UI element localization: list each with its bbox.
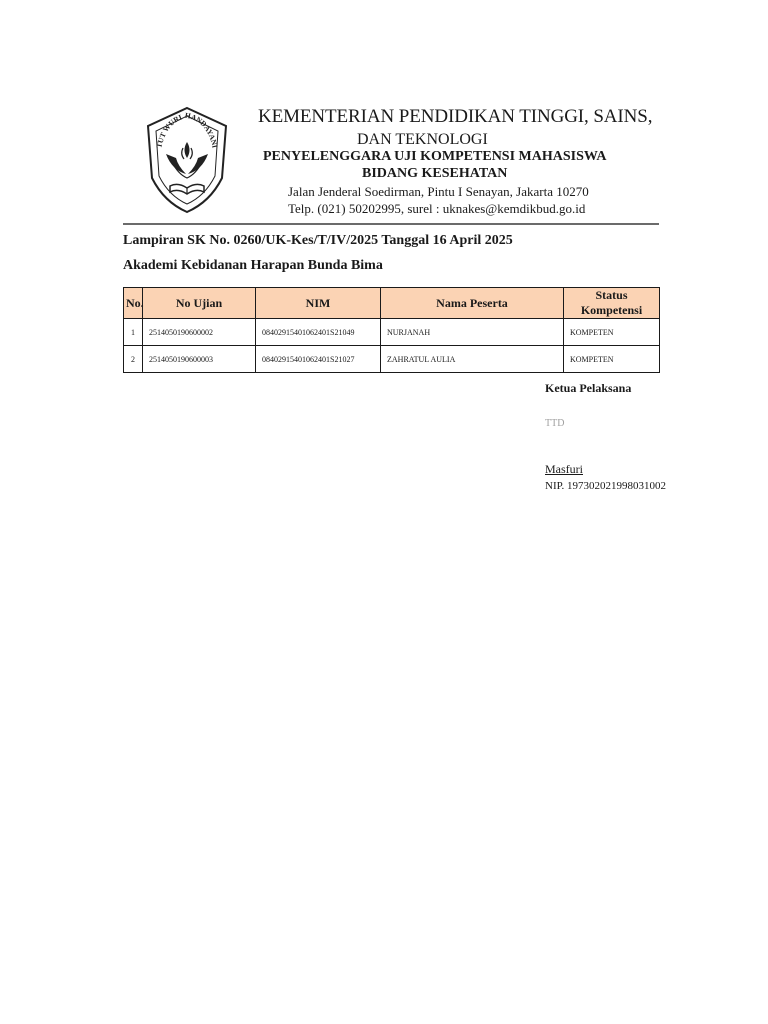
svg-text:TUT WURI HANDAYANI: TUT WURI HANDAYANI <box>154 110 220 149</box>
column-header-no-ujian: No Ujian <box>143 288 256 319</box>
address: Jalan Jenderal Soedirman, Pintu I Senayan, Jakarta 10270 <box>288 184 589 199</box>
cell-nama-peserta: NURJANAH <box>381 319 564 346</box>
cell-nim: 08402915401062401S21027 <box>256 346 381 373</box>
results-table <box>123 287 660 373</box>
institution-name: Akademi Kebidanan Harapan Bunda Bima <box>123 258 383 273</box>
signature-placeholder: TTD <box>545 418 565 429</box>
signatory-name: Masfuri <box>545 462 583 476</box>
table-row <box>124 346 660 373</box>
cell-no: 2 <box>124 346 143 373</box>
signatory-title: Ketua Pelaksana <box>545 381 632 395</box>
column-header-no: No. <box>124 288 143 319</box>
cell-status-kompetensi: KOMPETEN <box>564 346 660 373</box>
column-header-nim: NIM <box>256 288 381 319</box>
tut-wuri-handayani-logo <box>142 104 232 216</box>
ministry-name-line-2: DAN TEKNOLOGI <box>357 131 488 148</box>
contact-info: Telp. (021) 50202995, surel : uknakes@kemdikbud.go.id <box>288 201 586 216</box>
cell-status-kompetensi: KOMPETEN <box>564 319 660 346</box>
cell-nama-peserta: ZAHRATUL AULIA <box>381 346 564 373</box>
cell-no-ujian: 2514050190600002 <box>143 319 256 346</box>
column-header-nama-peserta: Nama Peserta <box>381 288 564 319</box>
cell-no-ujian: 2514050190600003 <box>143 346 256 373</box>
table-header-row <box>124 288 660 319</box>
attachment-reference: Lampiran SK No. 0260/UK-Kes/T/IV/2025 Tanggal 16 April 2025 <box>123 233 513 248</box>
header-divider <box>123 223 659 225</box>
field-name: BIDANG KESEHATAN <box>362 166 508 181</box>
ministry-name: KEMENTERIAN PENDIDIKAN TINGGI, SAINS, <box>258 106 653 127</box>
column-header-status-kompetensi: Status Kompetensi <box>564 288 660 319</box>
signatory-nip: NIP. 197302021998031002 <box>545 480 667 492</box>
cell-no: 1 <box>124 319 143 346</box>
cell-nim: 08402915401062401S21049 <box>256 319 381 346</box>
organizer-name: PENYELENGGARA UJI KOMPETENSI MAHASISWA <box>263 149 607 164</box>
table-row <box>124 319 660 346</box>
